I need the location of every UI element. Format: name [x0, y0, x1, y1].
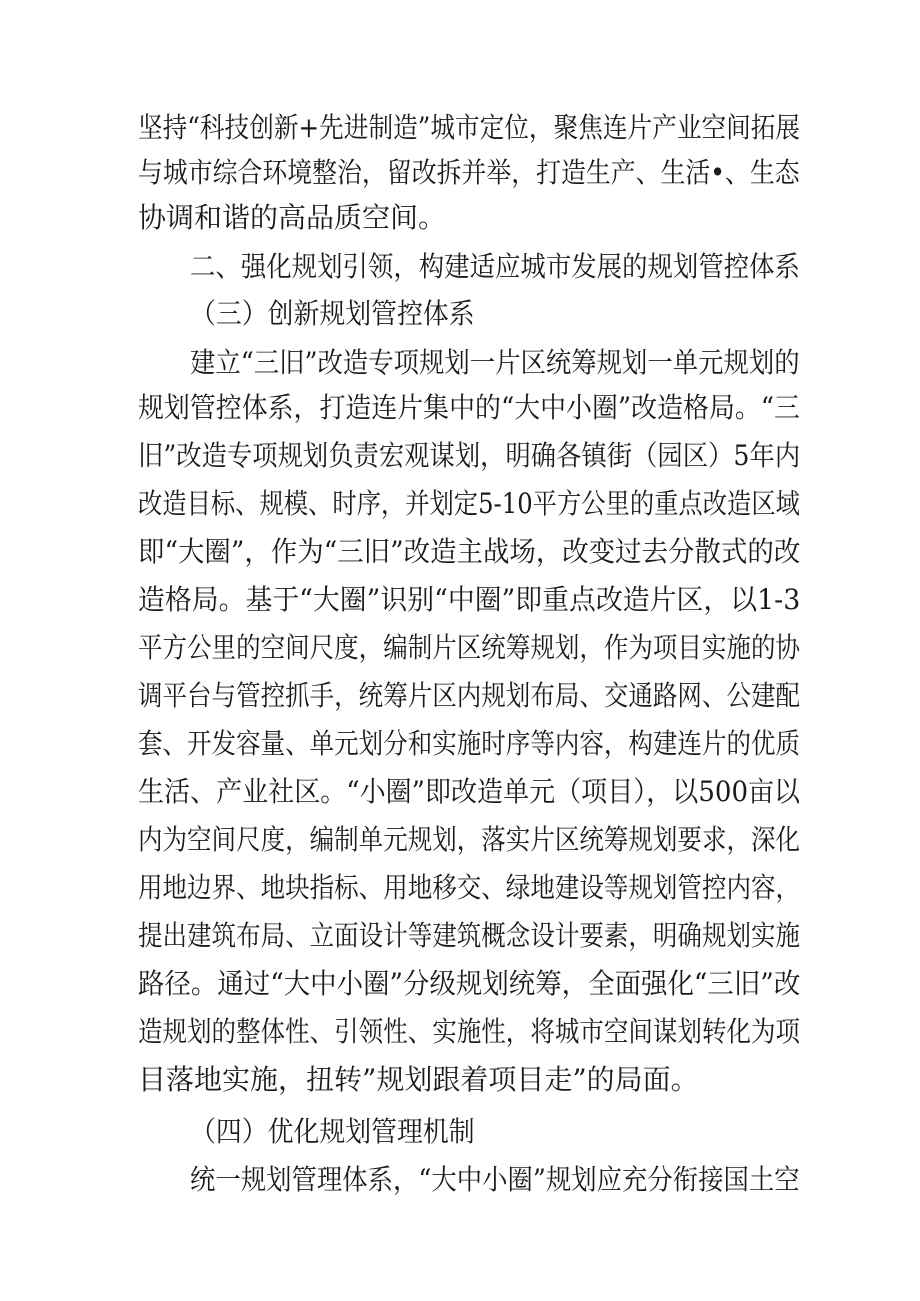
paragraph-line: 用地边界、地块指标、用地移交、绿地建设等规划管控内容，: [138, 871, 801, 904]
paragraph-line: 与城市综合环境整治，留改拆并举，打造生产、生活•、生态: [138, 156, 800, 189]
paragraph-line: 提出建筑布局、立面设计等建筑概念设计要素，明确规划实施: [138, 919, 801, 952]
paragraph-line: 规划管控体系，打造连片集中的“大中小圈”改造格局。“三: [138, 391, 800, 424]
paragraph-line: 即“大圈”，作为“三旧”改造主战场，改变过去分散式的改: [138, 535, 801, 568]
paragraph-line: 路径。通过“大中小圈”分级规划统筹，全面强化“三旧”改: [138, 967, 801, 1000]
paragraph-line: 改造目标、规模、时序，并划定5-10平方公里的重点改造区域: [138, 487, 800, 520]
paragraph-line: 坚持“科技创新+先进制造”城市定位，聚焦连片产业空间拓展: [138, 111, 801, 144]
subsection-heading: （四）优化规划管理机制: [190, 1115, 475, 1148]
paragraph-line: 调平台与管控抓手，统筹片区内规划布局、交通路网、公建配: [138, 679, 801, 712]
paragraph-line: 统一规划管理体系，“大中小圈”规划应充分衔接国土空: [190, 1163, 800, 1196]
paragraph-line: 内为空间尺度，编制单元规划，落实片区统筹规划要求，深化: [138, 823, 801, 856]
paragraph-line: 目落地实施，扭转”规划跟着项目走”的局面。: [138, 1063, 699, 1096]
paragraph-line: 生活、产业社区。“小圈”即改造单元（项目），以500亩以: [138, 775, 801, 808]
paragraph-line: 造规划的整体性、引领性、实施性，将城市空间谋划转化为项: [138, 1015, 801, 1048]
paragraph-line: 套、开发容量、单元划分和实施时序等内容，构建连片的优质: [138, 727, 801, 760]
paragraph-line: 协调和谐的高品质空间。: [138, 201, 447, 234]
paragraph-line: 旧”改造专项规划负责宏观谋划，明确各镇街（园区）5年内: [138, 439, 801, 472]
paragraph-line: 造格局。基于“大圈”识别“中圈”即重点改造片区，以1-3: [138, 583, 801, 616]
subsection-heading: （三）创新规划管控体系: [190, 297, 475, 330]
paragraph-line: 平方公里的空间尺度，编制片区统筹规划，作为项目实施的协: [138, 631, 801, 664]
paragraph-line: 建立“三旧”改造专项规划一片区统筹规划一单元规划的: [190, 346, 800, 379]
section-heading: 二、强化规划引领，构建适应城市发展的规划管控体系: [190, 250, 800, 283]
